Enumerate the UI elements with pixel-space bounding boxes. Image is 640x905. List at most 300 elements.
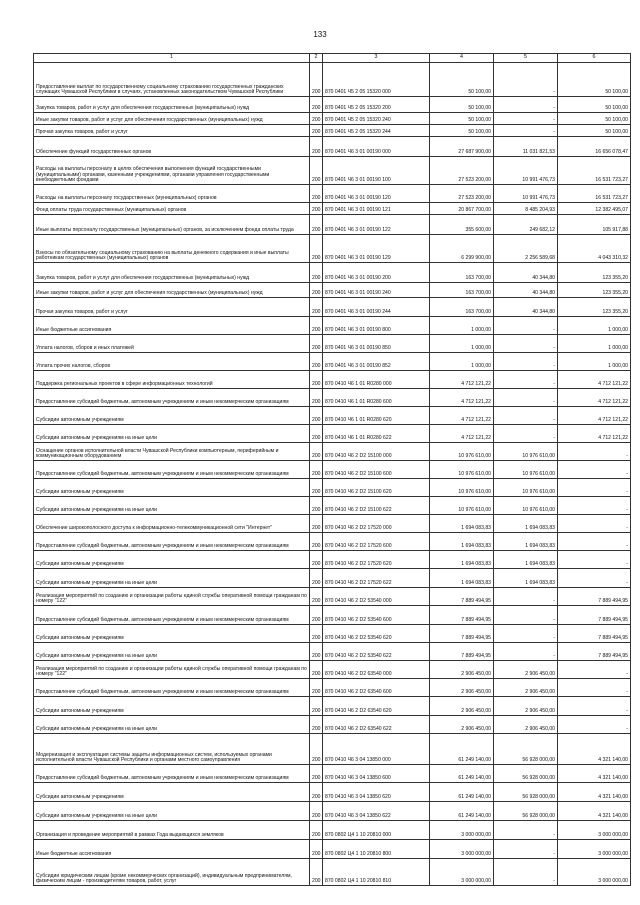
row-classification: 870 0410 Ч6 2 D2 17520 622 [323, 569, 430, 588]
table-row [34, 125, 631, 137]
row-classification: 870 0401 Ч6 3 01 00190 120 [323, 185, 430, 203]
row-executed: - [494, 63, 558, 97]
row-remaining: 50 100,00 [558, 125, 631, 137]
row-classification: 870 0410 Ч6 2 D2 53540 000 [323, 588, 430, 606]
table-row [34, 203, 631, 215]
table-row [34, 821, 631, 840]
row-remaining: 4 712 121,22 [558, 389, 631, 407]
row-budget: 61 249 140,00 [430, 734, 494, 765]
row-name: Расходы на выплаты персоналу государственных (муниципальных) органов [34, 185, 310, 203]
row-classification: 870 0410 Ч6 3 04 13850 620 [323, 783, 430, 802]
row-executed: 56 928 000,00 [494, 765, 558, 783]
table-row [34, 479, 631, 497]
table-row [34, 859, 631, 886]
row-code: 200 [310, 859, 323, 886]
row-classification: 870 0410 Ч6 2 D2 15100 000 [323, 443, 430, 461]
row-name: Оснащение органов исполнительной власти Чувашской Республики компьютерным, периферийным и коммуникационным оборудованием [34, 443, 310, 461]
row-executed: 2 906 450,00 [494, 661, 558, 679]
row-budget: 1 694 083,83 [430, 515, 494, 533]
row-budget: 1 694 083,83 [430, 533, 494, 551]
row-classification: 870 0401 Ч6 3 01 00190 122 [323, 215, 430, 235]
row-code: 200 [310, 765, 323, 783]
row-budget: 163 700,00 [430, 298, 494, 317]
row-budget: 3 000 000,00 [430, 840, 494, 859]
table-row [34, 802, 631, 821]
row-classification: 870 0410 Ч6 2 D2 17520 000 [323, 515, 430, 533]
row-name: Уплата налогов, сборов и иных платежей [34, 335, 310, 353]
row-budget: 3 000 000,00 [430, 821, 494, 840]
row-code: 200 [310, 802, 323, 821]
row-budget: 1 000,00 [430, 353, 494, 371]
row-budget: 2 906 450,00 [430, 679, 494, 697]
row-remaining: - [558, 661, 631, 679]
row-budget: 27 523 200,00 [430, 157, 494, 185]
table-row [34, 263, 631, 283]
row-name: Обеспечение широкополосного доступа к информационно-телекоммуникационной сети "Интернет" [34, 515, 310, 533]
row-code: 200 [310, 215, 323, 235]
row-classification: 870 0401 Ч5 2 05 15320 200 [323, 97, 430, 113]
row-name: Субсидии автономным учреждениям на иные цели [34, 643, 310, 661]
row-name: Субсидии автономным учреждениям на иные цели [34, 497, 310, 515]
row-name: Субсидии автономным учреждениям на иные цели [34, 802, 310, 821]
row-name: Субсидии автономным учреждениям на иные цели [34, 425, 310, 443]
row-name: Субсидии автономным учреждениям [34, 697, 310, 716]
row-executed: - [494, 317, 558, 335]
row-executed: - [494, 113, 558, 125]
row-code: 200 [310, 283, 323, 298]
row-budget: 61 249 140,00 [430, 802, 494, 821]
row-name: Обеспечение функций государственных органов [34, 137, 310, 157]
row-budget: 4 712 121,22 [430, 371, 494, 389]
row-classification: 870 0401 Ч6 3 01 00190 000 [323, 137, 430, 157]
row-classification: 870 0401 Ч5 2 05 15320 000 [323, 63, 430, 97]
row-code: 200 [310, 137, 323, 157]
row-code: 200 [310, 643, 323, 661]
row-classification: 870 0401 Ч6 3 01 00190 121 [323, 203, 430, 215]
row-classification: 870 0410 Ч6 3 04 13850 600 [323, 765, 430, 783]
row-code: 200 [310, 783, 323, 802]
row-executed: 1 694 083,83 [494, 515, 558, 533]
row-executed: - [494, 97, 558, 113]
row-code: 200 [310, 606, 323, 625]
row-remaining: 12 382 495,07 [558, 203, 631, 215]
row-name: Предоставление субсидий бюджетным, автономным учреждениям и иным некоммерческим организациям [34, 606, 310, 625]
row-code: 200 [310, 569, 323, 588]
row-remaining: - [558, 569, 631, 588]
row-name: Предоставление выплат по государственному социальному страхованию государственных гражданских служащих Чувашской Республики в случаях, установленных законодательством Чувашской Республики [34, 63, 310, 97]
row-code: 200 [310, 588, 323, 606]
row-executed: - [494, 821, 558, 840]
column-header: 4 [430, 54, 494, 63]
table-row [34, 840, 631, 859]
row-budget: 1 694 083,83 [430, 551, 494, 569]
row-budget: 3 000 000,00 [430, 859, 494, 886]
row-name: Уплата прочих налогов, сборов [34, 353, 310, 371]
column-header: 2 [310, 54, 323, 63]
row-code: 200 [310, 679, 323, 697]
row-executed: 249 682,12 [494, 215, 558, 235]
row-remaining: 50 100,00 [558, 97, 631, 113]
row-executed: 1 694 083,83 [494, 569, 558, 588]
row-budget: 2 906 450,00 [430, 661, 494, 679]
row-name: Предоставление субсидий бюджетным, автономным учреждениям и иным некоммерческим организациям [34, 461, 310, 479]
row-budget: 2 906 450,00 [430, 697, 494, 716]
row-code: 200 [310, 425, 323, 443]
row-classification: 870 0410 Ч6 2 D2 53540 620 [323, 625, 430, 643]
row-executed: 10 976 610,00 [494, 497, 558, 515]
row-code: 200 [310, 185, 323, 203]
row-remaining: 1 000,00 [558, 335, 631, 353]
row-budget: 27 523 200,00 [430, 185, 494, 203]
table-row [34, 697, 631, 716]
row-remaining: 1 000,00 [558, 353, 631, 371]
row-budget: 1 000,00 [430, 335, 494, 353]
row-remaining: - [558, 551, 631, 569]
row-classification: 870 0401 Ч6 3 01 00190 129 [323, 235, 430, 263]
row-budget: 163 700,00 [430, 263, 494, 283]
row-classification: 870 0401 Ч6 3 01 00190 800 [323, 317, 430, 335]
row-remaining: 4 321 140,00 [558, 734, 631, 765]
row-classification: 870 0410 Ч6 2 D2 17520 620 [323, 551, 430, 569]
row-remaining: 105 917,88 [558, 215, 631, 235]
row-classification: 870 0410 Ч6 3 04 13850 000 [323, 734, 430, 765]
row-budget: 1 000,00 [430, 317, 494, 335]
row-name: Реализация мероприятий по созданию и организации работы единой службы оперативной помощи гражданам по номеру "122" [34, 661, 310, 679]
table-row [34, 569, 631, 588]
row-remaining: 3 000 000,00 [558, 859, 631, 886]
row-remaining: 50 100,00 [558, 113, 631, 125]
row-classification: 870 0802 Ц4 1 10 20810 810 [323, 859, 430, 886]
row-budget: 6 299 900,00 [430, 235, 494, 263]
row-remaining: - [558, 716, 631, 734]
table-row [34, 643, 631, 661]
row-budget: 61 249 140,00 [430, 765, 494, 783]
row-executed: - [494, 353, 558, 371]
row-code: 200 [310, 63, 323, 97]
table-row [34, 215, 631, 235]
column-header: 6 [558, 54, 631, 63]
row-name: Субсидии автономным учреждениям [34, 625, 310, 643]
row-remaining: - [558, 443, 631, 461]
row-classification: 870 0401 Ч6 3 01 00190 244 [323, 298, 430, 317]
row-name: Предоставление субсидий бюджетным, автономным учреждениям и иным некоммерческим организациям [34, 533, 310, 551]
row-code: 200 [310, 371, 323, 389]
row-budget: 7 889 494,95 [430, 588, 494, 606]
row-classification: 870 0410 Ч6 2 D2 63540 620 [323, 697, 430, 716]
row-remaining: 4 321 140,00 [558, 783, 631, 802]
row-classification: 870 0410 Ч6 1 01 R0280 000 [323, 371, 430, 389]
row-executed: 2 906 450,00 [494, 697, 558, 716]
row-executed: 2 906 450,00 [494, 716, 558, 734]
row-remaining: - [558, 697, 631, 716]
row-remaining: - [558, 461, 631, 479]
row-executed: - [494, 335, 558, 353]
table-row [34, 317, 631, 335]
table-row [34, 425, 631, 443]
row-name: Прочая закупка товаров, работ и услуг [34, 125, 310, 137]
row-name: Модернизация и эксплуатация системы защиты информационных систем, используемых органами исполнительной власти Чувашской Республики и органами местного самоуправления [34, 734, 310, 765]
column-header: 5 [494, 54, 558, 63]
page-number: 133 [313, 30, 327, 39]
table-row [34, 443, 631, 461]
row-classification: 870 0802 Ц4 1 10 20810 000 [323, 821, 430, 840]
row-executed: 1 694 083,83 [494, 551, 558, 569]
row-remaining: - [558, 679, 631, 697]
row-remaining: 3 000 000,00 [558, 840, 631, 859]
row-code: 200 [310, 203, 323, 215]
row-classification: 870 0410 Ч6 3 04 13850 622 [323, 802, 430, 821]
row-budget: 4 712 121,22 [430, 389, 494, 407]
table-row [34, 335, 631, 353]
row-remaining: 4 321 140,00 [558, 765, 631, 783]
row-classification: 870 0410 Ч6 2 D2 53540 622 [323, 643, 430, 661]
row-classification: 870 0401 Ч6 3 01 00190 200 [323, 263, 430, 283]
row-executed: 1 694 083,83 [494, 533, 558, 551]
row-executed: - [494, 371, 558, 389]
row-remaining: 1 000,00 [558, 317, 631, 335]
row-code: 200 [310, 407, 323, 425]
table-row [34, 461, 631, 479]
row-code: 200 [310, 533, 323, 551]
row-executed: - [494, 407, 558, 425]
table-row [34, 497, 631, 515]
row-remaining: 16 531 723,27 [558, 157, 631, 185]
row-classification: 870 0401 Ч6 3 01 00190 850 [323, 335, 430, 353]
table-row [34, 235, 631, 263]
table-row [34, 783, 631, 802]
row-name: Предоставление субсидий бюджетным, автономным учреждениям и иным некоммерческим организациям [34, 765, 310, 783]
table-row [34, 137, 631, 157]
row-budget: 7 889 494,95 [430, 606, 494, 625]
row-budget: 10 976 610,00 [430, 461, 494, 479]
table-row [34, 661, 631, 679]
column-header: 3 [323, 54, 430, 63]
row-executed: - [494, 425, 558, 443]
row-name: Субсидии автономным учреждениям [34, 551, 310, 569]
row-executed: 40 344,80 [494, 263, 558, 283]
table-row [34, 765, 631, 783]
row-remaining: 7 889 494,95 [558, 588, 631, 606]
row-remaining: 123 355,20 [558, 298, 631, 317]
row-classification: 870 0802 Ц4 1 10 20810 800 [323, 840, 430, 859]
row-code: 200 [310, 317, 323, 335]
row-executed: 56 928 000,00 [494, 734, 558, 765]
row-budget: 355 600,00 [430, 215, 494, 235]
row-remaining: 16 656 078,47 [558, 137, 631, 157]
row-code: 200 [310, 821, 323, 840]
row-executed: - [494, 588, 558, 606]
row-code: 200 [310, 389, 323, 407]
row-executed: 10 976 610,00 [494, 479, 558, 497]
table-row [34, 157, 631, 185]
row-remaining: 7 889 494,95 [558, 625, 631, 643]
row-code: 200 [310, 125, 323, 137]
row-budget: 50 100,00 [430, 63, 494, 97]
row-classification: 870 0410 Ч6 1 01 R0280 622 [323, 425, 430, 443]
row-name: Субсидии автономным учреждениям [34, 407, 310, 425]
row-name: Субсидии юридическим лицам (кроме некоммерческих организаций), индивидуальным предпринимателям, физическим лицам - производителям товаров, работ, услуг [34, 859, 310, 886]
row-name: Закупка товаров, работ и услуг для обеспечения государственных (муниципальных) нужд [34, 263, 310, 283]
row-code: 200 [310, 298, 323, 317]
row-classification: 870 0410 Ч6 1 01 R0280 600 [323, 389, 430, 407]
budget-table [33, 53, 631, 886]
row-remaining: 3 000 000,00 [558, 821, 631, 840]
row-executed: 8 485 204,93 [494, 203, 558, 215]
row-executed: 10 991 476,73 [494, 185, 558, 203]
row-budget: 1 694 083,83 [430, 569, 494, 588]
row-classification: 870 0401 Ч6 3 01 00190 100 [323, 157, 430, 185]
row-classification: 870 0410 Ч6 2 D2 53540 600 [323, 606, 430, 625]
table-row [34, 679, 631, 697]
row-executed: 40 344,80 [494, 283, 558, 298]
row-code: 200 [310, 734, 323, 765]
row-classification: 870 0410 Ч6 2 D2 63540 000 [323, 661, 430, 679]
row-name: Предоставление субсидий бюджетным, автономным учреждениям и иным некоммерческим организациям [34, 389, 310, 407]
row-budget: 10 976 610,00 [430, 479, 494, 497]
row-executed: 2 906 450,00 [494, 679, 558, 697]
row-executed: 56 928 000,00 [494, 783, 558, 802]
row-remaining: - [558, 497, 631, 515]
row-remaining: 4 321 140,00 [558, 802, 631, 821]
row-remaining: 4 712 121,22 [558, 371, 631, 389]
row-remaining: 4 043 310,32 [558, 235, 631, 263]
row-remaining: 50 100,00 [558, 63, 631, 97]
row-code: 200 [310, 461, 323, 479]
row-name: Субсидии автономным учреждениям [34, 783, 310, 802]
table-header-row [34, 54, 631, 63]
row-remaining: 123 355,20 [558, 283, 631, 298]
row-budget: 7 889 494,95 [430, 625, 494, 643]
table-row [34, 716, 631, 734]
row-budget: 163 700,00 [430, 283, 494, 298]
row-classification: 870 0401 Ч6 3 01 00190 852 [323, 353, 430, 371]
row-code: 200 [310, 515, 323, 533]
row-budget: 4 712 121,22 [430, 407, 494, 425]
row-executed: 10 991 476,73 [494, 157, 558, 185]
row-budget: 50 100,00 [430, 125, 494, 137]
row-remaining: 7 889 494,95 [558, 643, 631, 661]
row-name: Иные бюджетные ассигнования [34, 840, 310, 859]
row-code: 200 [310, 625, 323, 643]
row-code: 200 [310, 235, 323, 263]
row-executed: 2 256 589,68 [494, 235, 558, 263]
row-remaining: 4 712 121,22 [558, 425, 631, 443]
row-executed: 40 344,80 [494, 298, 558, 317]
row-name: Иные бюджетные ассигнования [34, 317, 310, 335]
row-executed: - [494, 859, 558, 886]
row-executed: 56 928 000,00 [494, 802, 558, 821]
table-row [34, 588, 631, 606]
row-budget: 50 100,00 [430, 113, 494, 125]
table-row [34, 63, 631, 97]
row-executed: - [494, 840, 558, 859]
row-classification: 870 0410 Ч6 2 D2 63540 622 [323, 716, 430, 734]
row-budget: 50 100,00 [430, 97, 494, 113]
table-row [34, 97, 631, 113]
row-code: 200 [310, 479, 323, 497]
table-row [34, 606, 631, 625]
row-name: Прочая закупка товаров, работ и услуг [34, 298, 310, 317]
row-remaining: 123 355,20 [558, 263, 631, 283]
row-executed: 10 976 610,00 [494, 443, 558, 461]
row-code: 200 [310, 335, 323, 353]
row-classification: 870 0410 Ч6 2 D2 17520 600 [323, 533, 430, 551]
row-budget: 10 976 610,00 [430, 497, 494, 515]
row-budget: 27 687 900,00 [430, 137, 494, 157]
row-budget: 4 712 121,22 [430, 425, 494, 443]
column-header: 1 [34, 54, 310, 63]
table-row [34, 353, 631, 371]
row-budget: 2 906 450,00 [430, 716, 494, 734]
row-code: 200 [310, 157, 323, 185]
table-row [34, 371, 631, 389]
row-budget: 20 867 700,00 [430, 203, 494, 215]
row-budget: 10 976 610,00 [430, 443, 494, 461]
row-name: Фонд оплаты труда государственных (муниципальных) органов [34, 203, 310, 215]
row-code: 200 [310, 661, 323, 679]
row-classification: 870 0410 Ч6 2 D2 15100 600 [323, 461, 430, 479]
row-remaining: - [558, 479, 631, 497]
row-remaining: - [558, 515, 631, 533]
table-row [34, 533, 631, 551]
row-name: Расходы на выплаты персоналу в целях обеспечения выполнения функций государственными (муниципальными) органами, казенными учреждениями, органами управления государственными внебюджетными фондами [34, 157, 310, 185]
row-executed: 10 976 610,00 [494, 461, 558, 479]
row-code: 200 [310, 497, 323, 515]
table-row [34, 551, 631, 569]
table-row [34, 625, 631, 643]
row-code: 200 [310, 443, 323, 461]
row-code: 200 [310, 263, 323, 283]
row-classification: 870 0410 Ч6 1 01 R0280 620 [323, 407, 430, 425]
row-classification: 870 0410 Ч6 2 D2 15100 622 [323, 497, 430, 515]
row-name: Закупка товаров, работ и услуг для обеспечения государственных (муниципальных) нужд [34, 97, 310, 113]
table-row [34, 113, 631, 125]
row-code: 200 [310, 97, 323, 113]
row-name: Субсидии автономным учреждениям на иные цели [34, 569, 310, 588]
row-classification: 870 0410 Ч6 2 D2 63540 600 [323, 679, 430, 697]
row-remaining: - [558, 533, 631, 551]
row-name: Субсидии автономным учреждениям [34, 479, 310, 497]
row-executed: - [494, 606, 558, 625]
row-remaining: 7 889 494,95 [558, 606, 631, 625]
table-row [34, 515, 631, 533]
table-row [34, 407, 631, 425]
row-executed: - [494, 643, 558, 661]
row-classification: 870 0401 Ч5 2 05 15320 240 [323, 113, 430, 125]
row-name: Организация и проведение мероприятий в рамках Года выдающихся земляков [34, 821, 310, 840]
row-budget: 7 889 494,95 [430, 643, 494, 661]
table-row [34, 283, 631, 298]
row-name: Взносы по обязательному социальному страхованию на выплаты денежного содержания и иные выплаты работникам государственных (муниципальных) органов [34, 235, 310, 263]
table-row [34, 389, 631, 407]
table-row [34, 298, 631, 317]
table-row [34, 734, 631, 765]
row-name: Субсидии автономным учреждениям на иные цели [34, 716, 310, 734]
row-code: 200 [310, 840, 323, 859]
row-remaining: 16 531 723,27 [558, 185, 631, 203]
row-executed: - [494, 625, 558, 643]
row-classification: 870 0401 Ч6 3 01 00190 240 [323, 283, 430, 298]
row-name: Иные закупки товаров, работ и услуг для обеспечения государственных (муниципальных) нужд [34, 283, 310, 298]
row-executed: - [494, 125, 558, 137]
row-code: 200 [310, 113, 323, 125]
row-code: 200 [310, 697, 323, 716]
row-code: 200 [310, 353, 323, 371]
row-name: Реализация мероприятий по созданию и организации работы единой службы оперативной помощи гражданам по номеру "122" [34, 588, 310, 606]
table-row [34, 185, 631, 203]
row-code: 200 [310, 551, 323, 569]
row-name: Иные закупки товаров, работ и услуг для обеспечения государственных (муниципальных) нужд [34, 113, 310, 125]
